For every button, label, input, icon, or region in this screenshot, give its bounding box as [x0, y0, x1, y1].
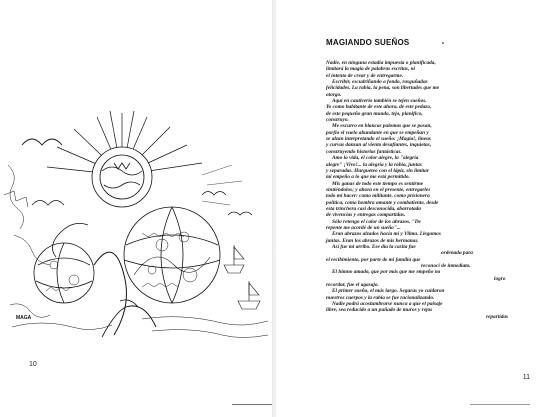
text-line: repartidas	[486, 313, 509, 320]
text-line: Aquí en cautiverio también se tejen sueños.	[332, 98, 427, 105]
surreal-line-drawing-icon	[2, 105, 270, 345]
bottom-stray-line-right	[470, 404, 530, 405]
text-line: felicidades. La rabia, la pena, son libertades que me	[326, 85, 440, 92]
text-line: todo mi hacer: como militante, como prisionera	[326, 193, 430, 200]
text-line: nuestros cuerpos y la rabia se fue racionalizando.	[326, 294, 435, 301]
text-line: El primer sueño, el más largo. Seguras yo cuidaron	[332, 288, 445, 295]
text-line: construyo.	[326, 117, 349, 124]
text-line: recordar, fue el agasajo.	[326, 282, 379, 289]
text-line: repente me acordé de un sueño"...	[326, 224, 401, 231]
text-line: El himno amado, que por más que me empeño no	[332, 269, 441, 276]
text-line: mi empeño a lo que me está permitido.	[326, 174, 410, 181]
bottom-stray-line	[232, 404, 272, 405]
text-line: esta trinchera casi desconocida, abarrotada	[326, 205, 421, 212]
text-line: otorgo.	[326, 91, 342, 98]
page-title: MAGIANDO SUEÑOS	[326, 38, 410, 47]
text-line: logro	[494, 275, 506, 282]
text-line: Mis ganas de todo este tiempo es sentirme	[332, 180, 424, 187]
text-line: de vivencias y entregas compartidas.	[326, 212, 406, 219]
body-text	[326, 60, 518, 320]
text-line: juntas. Eran los abrazos de mis hermanas.	[326, 237, 419, 244]
illustration-signature: MAGA	[16, 315, 32, 321]
text-line: limitará la magia de palabras escritas, ni	[326, 66, 416, 73]
text-line: política, como hembra amante y combatiente, desde	[326, 199, 439, 206]
stray-mark	[442, 42, 444, 44]
text-line: alegre" ¡Vivo!... la alegría y la rabia, juntas	[326, 161, 422, 168]
text-line: porfío el vuelo abundante en que se empeñan y	[326, 129, 429, 136]
text-line: sintiéndolos; y ahora en el presente, entregarles	[326, 186, 431, 193]
text-line: Así fue mi arribo. Ese día la casita fue	[332, 243, 416, 250]
text-line: Me escurro en blancas palomas que se posan,	[332, 123, 432, 130]
text-line: reconocí de inmediato.	[421, 263, 471, 269]
text-line: Sólo retengo el calor de los abrazos. "De	[332, 218, 421, 225]
right-page	[276, 0, 540, 417]
text-line: Nadie, en ninguna estadía impuesta o planificada,	[326, 60, 436, 66]
text-line: Nadie podrá acostumbrarse nunca a que el paisaje	[332, 301, 443, 308]
text-line: libre, sea reducido a un puñado de muros y rejas	[326, 307, 433, 314]
text-line: Amo la vida, el color alegre, la "alegría	[332, 155, 419, 162]
text-line: el intento de crear y de entregarme.	[326, 72, 404, 79]
text-line: y separadas. Hurgueteo con el lápiz, sin limitar	[326, 167, 429, 174]
text-line: y curvas danzan al viento desafiantes, inquietas,	[326, 142, 432, 149]
page-number-left: 10	[29, 361, 37, 368]
page-number-right: 11	[522, 374, 530, 381]
text-line: Escribir, escudriñando a fondo, rasguñadas	[332, 79, 428, 86]
text-line: se alzan interpretando el sueño: ¡Magia!, líneas	[326, 136, 431, 143]
text-line: Eran abrazos alzados hacia mí y Vilma. Llegamos	[332, 231, 441, 238]
text-line: el recibimiento, por parte de mi familia que	[326, 256, 421, 263]
text-line: ordenada para	[441, 250, 473, 257]
text-line: construyendo historias fantásticas.	[326, 148, 402, 155]
text-line: de este pequeño gran mundo, tejo, planifico,	[326, 110, 423, 117]
text-line: Yo como habitante de este ahora, de este pedazo,	[326, 104, 432, 111]
